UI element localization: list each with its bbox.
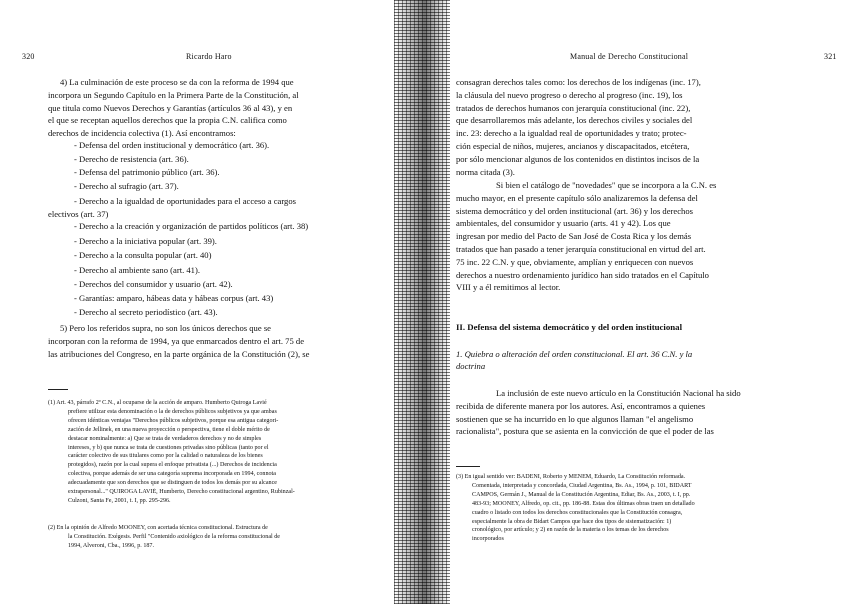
text-line: - Derechos del consumidor y usuario (art. 42). (74, 279, 233, 289)
paragraph (48, 249, 394, 262)
footnote-line: adecuadamente que son derechos que se distinguen de todos los demás por su alcance (68, 480, 277, 487)
section-heading: II. Defensa del sistema democrático y del orden institucional (456, 322, 683, 332)
text-line: Si bien el catálogo de "novedades" que se incorpora a la C.N. es (496, 180, 717, 190)
text-line: sistema democrático y del orden institucional (art. 36) y los derechos (456, 205, 693, 216)
text-line: la cláusula del nuevo progreso o derecho al progreso (inc. 19), los (456, 89, 683, 100)
right-page-number: 321 (824, 52, 837, 61)
text-line: racionalista", postura que se asienta en la convicción de que el poder de las (456, 426, 714, 437)
footnote-line: carácter colectivo de sus titulares como por la calidad o naturaleza de los bienes (68, 453, 263, 460)
text-line: tratados que han pasado a tener jerarquía constitucional en virtud del art. (456, 243, 706, 254)
paragraph (48, 264, 394, 277)
subsection-heading-line: 1. Quiebra o alteración del orden constitucional. El art. 36 C.N. y la (456, 349, 693, 359)
text-line: ambientales, del consumidor y usuario (arts. 41 y 42). Los que (456, 218, 671, 229)
footnote-line: prefiere utilizar esta denominación o la de derechos públicos subjetivos ya que ambas (68, 408, 277, 415)
text-line: mucho mayor, en el presente capítulo sólo analizaremos la defensa del (456, 192, 698, 203)
paragraph (48, 153, 394, 166)
paragraph (48, 322, 394, 360)
footnote (48, 399, 394, 506)
text-line: recibida de diferente manera por los autores. Así, encontramos a quienes (456, 400, 706, 411)
paragraph (48, 278, 394, 291)
left-page (0, 0, 400, 604)
paragraph (48, 139, 394, 152)
paragraph (48, 76, 394, 140)
paragraph (48, 195, 394, 221)
footnote-line: zación de Jellinek, en una nueva proyección o perspectiva, tiene el doble mérito de (68, 426, 270, 433)
footnote-line: 1994, Alveroni, Cba., 1996, p. 187. (68, 542, 154, 549)
footnote-rule (48, 389, 68, 390)
paragraph (48, 220, 394, 233)
text-line: - Derecho al secreto periodístico (art. 43). (74, 307, 218, 317)
paragraph (48, 166, 394, 179)
footnote-line: destacar nominalmente: a) Que se trata de verdaderos derechos y no de simples (68, 435, 262, 442)
text-line: - Derecho a la creación y organización de partidos políticos (art. 38) (74, 221, 309, 231)
text-line: - Derecho al ambiente sano (art. 41). (74, 265, 200, 275)
text-line: La inclusión de este nuevo artículo en la Constitución Nacional ha sido (496, 388, 741, 398)
footnote-line: especialmente la obra de Bidart Campos que hace dos tipos de sistematización: 1) (472, 518, 672, 525)
paragraph-after-heading (456, 387, 838, 438)
text-line: inc. 23: derecho a la igualdad real de oportunidades y trato; protec- (456, 128, 687, 139)
text-line: 4) La culminación de este proceso se da con la reforma de 1994 que (60, 77, 294, 87)
text-line: - Defensa del orden institucional y democrático (art. 36). (74, 140, 270, 150)
paragraph (48, 292, 394, 305)
footnote-line: protegidos), razón por la cual supera el enfoque privatista (...) Derechos de incidencia (68, 462, 277, 469)
footnote-line: cuadro o listado con todos los derechos constitucionales que la Constitución consagra, (472, 509, 683, 516)
footnote-line: (2) En la opinión de Alfredo MOONEY, con acertada técnica constitucional. Estructura de (48, 525, 268, 531)
text-line: - Derecho a la igualdad de oportunidades para el acceso a cargos (74, 196, 296, 206)
right-page (446, 0, 848, 604)
text-line: las atribuciones del Congreso, en la parte orgánica de la Constitución (2), se (48, 348, 310, 359)
footnote-line: Comentada, interpretada y concordada, Ciudad Argentina, Bs. As., 1994, p. 101, BIDART (472, 482, 692, 489)
text-line: que desarrollaremos más adelante, los derechos civiles y sociales del (456, 115, 693, 126)
paragraph (48, 235, 394, 248)
footnote-line: cronológico, por artículo; y 2) en razón de la materia o los temas de los derechos (472, 527, 669, 534)
subsection-heading (456, 348, 836, 372)
text-line: por sólo mencionar algunos de los contenidos en distintos incisos de la (456, 153, 700, 164)
text-line: - Derecho de resistencia (art. 36). (74, 154, 189, 164)
footnote-line: (1) Art. 43, párrafo 2º C.N., al ocuparse de la acción de amparo. Humberto Quiroga Lavié (48, 400, 267, 406)
footnote (48, 524, 394, 551)
text-line: ción especial de niños, mujeres, ancianos y discapacitados, etcétera, (456, 140, 690, 151)
text-line: VIII y a él remitimos al lector. (456, 282, 561, 293)
text-line: 5) Pero los referidos supra, no son los únicos derechos que se (60, 323, 271, 333)
footnote-line: incorporados (472, 536, 504, 543)
footnote-line: extrapersonal..." QUIROGA LAVIÉ, Humberto, Derecho constitucional argentino, Rubinzal- (68, 489, 295, 496)
text-line: ingresan por medio del Pacto de San José de Costa Rica y los demás (456, 231, 692, 242)
left-running-head: Ricardo Haro (186, 52, 232, 61)
text-line: norma citada (3). (456, 166, 515, 177)
text-line: incorpora un Segundo Capítulo en la Primera Parte de la Constitución, al (48, 89, 299, 100)
footnote-line: CAMPOS, Germán J., Manual de la Constitución Argentina, Ediar, Bs. As., 2003, t. I, pp. (472, 491, 691, 498)
text-line: que titula como Nuevos Derechos y Garantías (artículos 36 al 43), y en (48, 102, 293, 113)
text-line: electivos (art. 37) (48, 208, 109, 219)
text-line: - Derecho al sufragio (art. 37). (74, 181, 179, 191)
text-line: - Defensa del patrimonio público (art. 36). (74, 167, 220, 177)
text-line: incorporan con la reforma de 1994, ya que enmarcados dentro el art. 75 de (48, 335, 305, 346)
text-line: derechos a nuestro ordenamiento jurídico han sido tratados en el Capítulo (456, 269, 709, 280)
subsection-heading-line: doctrina (456, 361, 486, 371)
text-line: el que se receptan aquellos derechos que la propia C.N. califica como (48, 115, 287, 126)
paragraph (48, 306, 394, 319)
footnote-rule (456, 466, 480, 467)
text-line: - Derecho a la consulta popular (art. 40) (74, 250, 212, 260)
footnote-line: ofrecen idénticas ventajas "Derechos públicos subjetivos, porque esa antigua categori- (68, 417, 279, 424)
text-line: derechos de incidencia colectiva (1). Así encontramos: (48, 128, 236, 139)
footnote-line: 483-93; MOONEY, Alfredo, op. cit., pp. 186-88. Estas dos últimas obras traen un detallado (472, 500, 695, 507)
paragraph (456, 179, 838, 294)
footnote-line: intereses, y b) que nunca se trata de cuestiones privadas sino públicas (tanto por el (68, 444, 269, 451)
footnote-line: colectiva, porque además de ser una categoría suprema incorporada en 1994, connota (68, 471, 276, 478)
left-page-number: 320 (22, 52, 35, 61)
right-running-head: Manual de Derecho Constitucional (570, 52, 689, 61)
footnote-line: Culzoni, Santa Fe, 2001, t. I, pp. 295-296. (68, 497, 171, 504)
text-line: sostienen que se ha incurrido en lo que algunos llaman "el angelismo (456, 413, 694, 424)
book-gutter-shadow (394, 0, 450, 604)
footnote-line: la Constitución. Exégesis. Perfil "Contenido axiológico de la reforma constitucional de (68, 533, 280, 540)
text-line: tratados de derechos humanos con jerarquía constitucional (inc. 22), (456, 102, 691, 113)
footnote (456, 473, 840, 544)
paragraph (456, 76, 838, 178)
text-line: - Garantías: amparo, hábeas data y hábeas corpus (art. 43) (74, 293, 274, 303)
text-line: consagran derechos tales como: los derechos de los indígenas (inc. 17), (456, 77, 701, 87)
text-line: 75 inc. 22 C.N. y que, obviamente, amplían y enriquecen con nuevos (456, 256, 694, 267)
footnote-line: (3) En igual sentido ver: BADENI, Roberto y MENEM, Eduardo, La Constitución reformada. (456, 474, 686, 480)
text-line: - Derecho a la iniciativa popular (art. 39). (74, 236, 217, 246)
paragraph (48, 180, 394, 193)
